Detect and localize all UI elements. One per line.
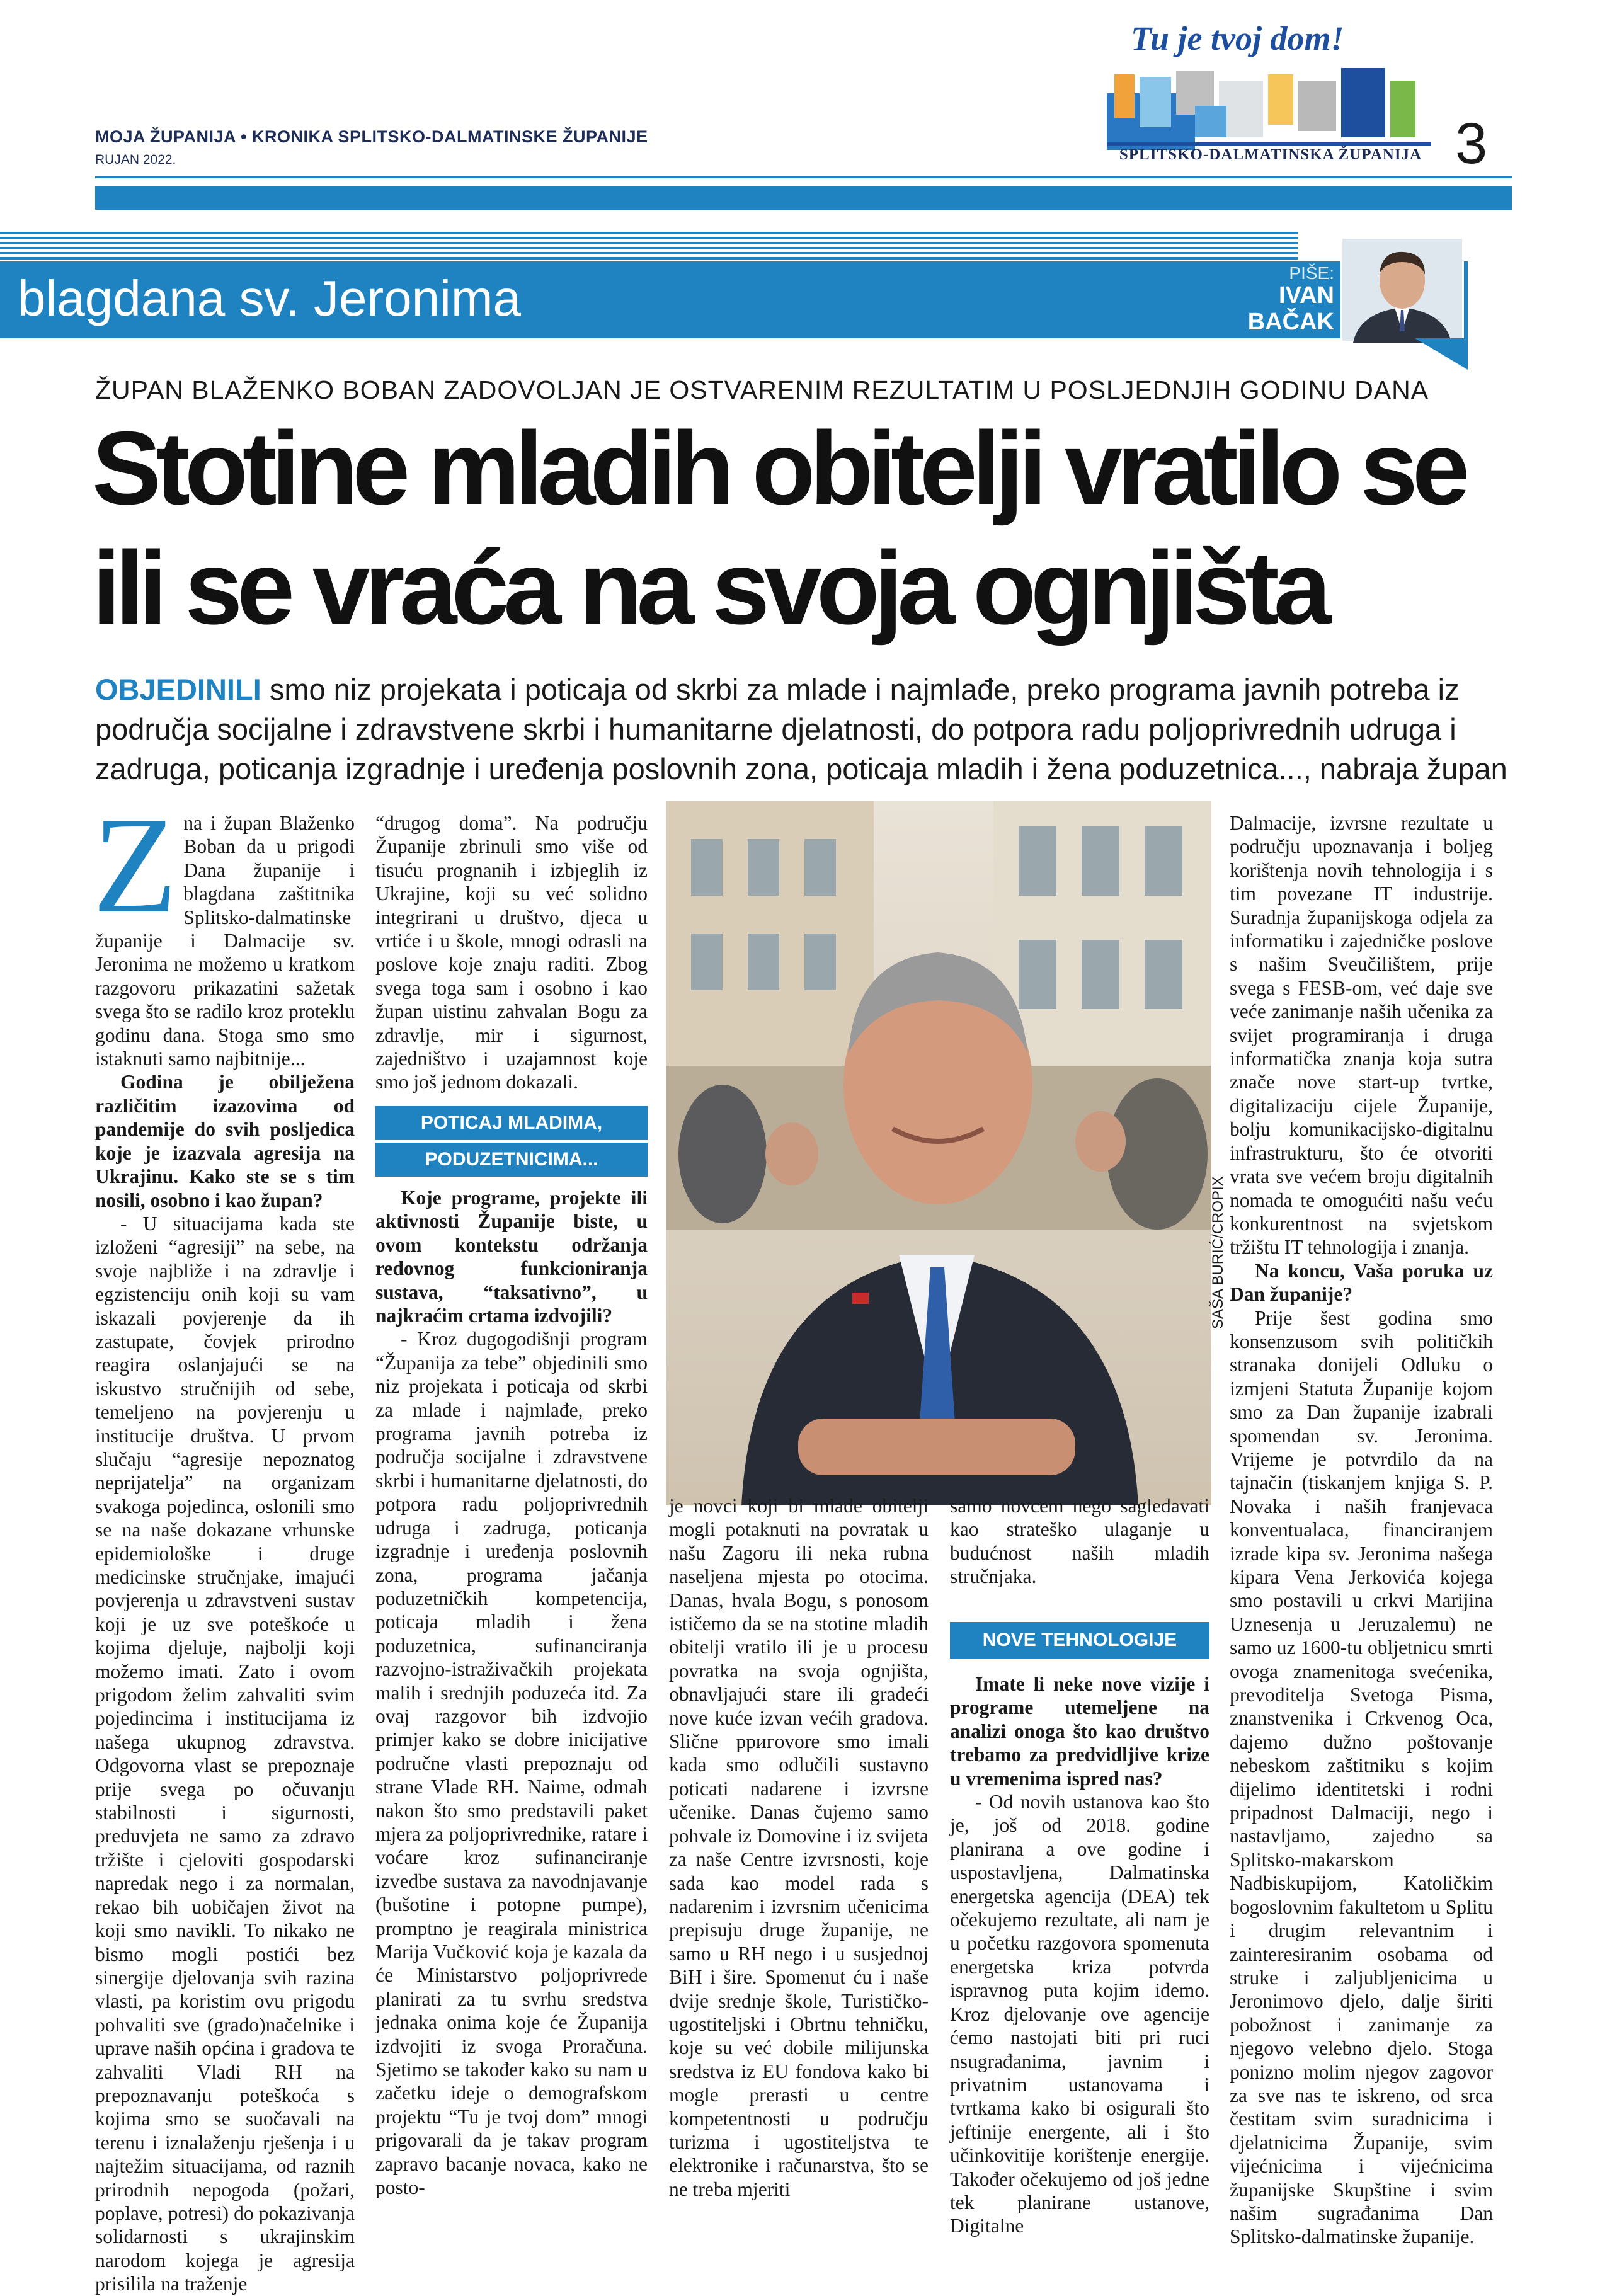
answer-2-part-1: - Kroz dugogodišnji program “Županija za tebe” objedinili smo niz projekata i poticaja od skrbi za mlade i najmlađe, preko programa javnih potreba iz područja socijalne i zdravstvene skrbi i humanitarne djelatnosti, do potpora radu poljoprivrednih udruga i zadruga, poticanja izgradnje i uređenja poslovnih zona, programa jačanja poduzetničkih kompetencija, poticaja mladih i žena poduzetnica, sufinanciranja razvojno-istraživačkih projekata malih i srednjih poduzeća itd. Za ovaj razgovor bih izdvojio primjer kako se dobre inicijative područne vlasti prepoznaju od strane Vlade RH. Naime, odmah nakon što smo predstavili paket mjera za poljoprivrednike, ratare i voćare kroz sufinanciranje izvedbe sustava za navodnjavanje (bušotine i potopne pumpe), promptno je reagirala ministrica Marija Vučković koja je kazala da će Ministarstvo poljoprivrede planirati za tu svrhu sredstva jednaka onima koje će Županija izdvojiti iz svoga Proračuna. Sjetimo se također kako su nam u začetku ideje o demografskom projektu “Tu je tvoj dom” mnogi prigovarali da je takav program zapravo bacanje novaca, kako ne posto-	[375, 1328, 648, 2199]
column-4-lower	[950, 1672, 1209, 2238]
page-number: 3	[1455, 111, 1488, 176]
answer-2-part-3: samo novcem nego sagledavati kao strateško ulaganje u budućnost naših mladih stručnjaka.	[950, 1495, 1209, 1588]
column-3	[669, 1494, 929, 2201]
section-band-tab	[1415, 338, 1468, 370]
author-photo	[1340, 237, 1464, 343]
author-first-name: IVAN	[1279, 282, 1334, 309]
masthead-rule	[95, 176, 1512, 178]
answer-3-part-1: - Od novih ustanova kao što je, još od 2018. godine planirana a ove godine i uspostavljena, Dalmatinska energetska agencija (DEA) tek očekujemo rezultate, ali nam je u početku razgovora spomenuta energetska kriza potvrda ispravnog puta kojim idemo. Kroz djelovanje ove agencije ćemo nastojati biti pri ruci nsugrađanima, javnim i privatnim ustanovama i tvrtkama kako bi osigurali što jeftinije energente, ali i što učinkovitije korištenje energije. Također očekujemo od još jedne tek planirane ustanove, Digitalne	[950, 1791, 1209, 2237]
answer-2-part-2: je novci koji bi mlade obitelji mogli potaknuti na povratak u našu Zagoru ili neka rubna naseljena mjesta po otocima. Danas, hvala Bogu, s ponosom ističemo da se na stotine mladih obitelji vratilo ili je u procesu povratka na svoja ognjišta, obnavljajući stare ili gradeći nove kuće izvan većih gradova. Slične pригovore smo imali kada smo odlučili sustavno poticati nadarene i izvrsne učenike. Danas čujemo samo pohvale iz Domovine i iz svijeta za naše Centre izvrsnosti, koje sada kao model rada s nadarenim i izvrsnim učenicima prepisuju druge županije, ne samo u RH nego i u susjednoj BiH i šire. Spomenut ću i naše dvije srednje škole, Turističko-ugostiteljski i Obrtnu tehničku, koje su već dobile milijunska sredstva iz EU fondova kako bi mogle prerasti u centre kompetentnosti u području turizma i ugostiteljstva te elektronike i računarstva, što se ne treba mjeriti	[669, 1495, 929, 2200]
question-4: Na koncu, Vaša poruka uz Dan županije?	[1230, 1259, 1493, 1306]
logo-caption: SPLITSKO-DALMATINSKA ŽUPANIJA	[1119, 146, 1422, 163]
author-last-name: BAČAK	[1247, 309, 1334, 335]
column-5	[1230, 811, 1493, 2249]
question-3: Imate li neke nove vizije i programe utemeljene na analizi onoga što kao društvo trebamo za predvidljive krize u vremenima ispred nas?	[950, 1673, 1209, 1790]
question-1: Godina je obilježena različitim izazovima od pandemije do svih posljedica koje je izazvala agresija na Ukrajinu. Kako ste se s tim nosili, osobno i kao župan?	[95, 1071, 355, 1211]
answer-1-part-1: - U situacijama kada ste izloženi “agresiji” na sebe, na svoje najbliže i na zdravlje i egzistenciju onih koji su vam iskazali povjerenje da ih zastupate, čovjek prirodno reagira oslanjajući se na iskustvo stručnijih od sebe, temeljeno na povjerenju u institucije društva. U prvom slučaju “agresije nepoznatog neprijatelja” na organizam svakoga pojedinca, oslonili smo se na naše dokazane vrhunske epidemiološke i druge medicinske stručnjake, imajući povjerenja u zdravstveni sustav koji je uz sve poteškoće u kojima djeluje, najbolji koji možemo imati. Zato i ovom prigodom želim zahvaliti svim pojedincima i institucijama iz našega ukupnog zdravstva. Odgovorna vlast se prepoznaje prije svega po očuvanju stabilnosti i sigurnosti, preduvjeta ne samo za zdravo tržište i cjeloviti gospodarski napredak nego i za normalan, rekao bih uobičajen život na koji smo navikli. To nikako ne bismo mogli postići bez sinergije djelovanja svih razina vlasti, pa koristim ovu prigodu pohvaliti sve (grado)načelnike i uprave naših općina i gradova te zahvaliti Vladi RH na prepoznavanju poteškoća s kojima smo se suočavali na terenu i iznalaženju rješenja i u najtežim situacijama, od raznih prirodnih nepogoda (požari, poplave, potresi) do pokazivanja solidarnosti s ukrajinskim narodom kojega je agresija prisilila na traženje	[95, 1212, 355, 2295]
column-2	[375, 811, 648, 1094]
article-kicker: ŽUPAN BLAŽENKO BOBAN ZADOVOLJAN JE OSTVARENIM REZULTATIM U POSLJEDNJIH GODINU DANA	[95, 375, 1429, 404]
dropcap: Z	[93, 788, 178, 942]
lead-text: smo niz projekata i poticaja od skrbi za mlade i najmlađe, preko programa javnih potreba iz područja socijalne i zdravstvene skrbi i humanitarne djelatnosti, do potpora radu poljoprivrednih udruga i zadruga, poticanja izgradnje i uređenja poslovnih zona, poticaja mladih i žena poduzetnica..., nabraja župan	[95, 673, 1507, 785]
lead-caps: OBJEDINILI	[95, 673, 261, 706]
byline-label: PIŠE:	[1289, 263, 1334, 283]
byline-author	[1233, 282, 1334, 335]
logo-slogan: Tu je tvoj dom!	[1131, 20, 1344, 57]
county-logo-icon	[1107, 68, 1431, 150]
answer-4: Prije šest godina smo konsenzusom svih političkih stranaka donijeli Odluku o izmjeni Statuta Županije kojom smo za Dan županije izabrali spomendan sv. Jeronima. Vrijeme je potvrdilo da na tajnačin (tiskanjem knjiga S. P. Novaka i naših franjevaca konventualaca, financiranjem izrade kipa sv. Jeronima našega kipara Vena Jerkovića kojega smo postavili u crkvi Marijina Uznesenja u Jeruzalemu) ne samo uz 1600-tu obljetnicu smrti ovoga znamenitoga svećenika, prevoditelja Svetoga Pisma, znanstvenika i Crkvenog Oca, dajemo dužno poštovanje nebeskom zaštitniku s kojim dijelimo identitetski i rodni pripadnost Dalmaciji, nego i nastavljamo, zajedno sa Splitsko-makarskom Nadbiskupijom, Katoličkim bogoslovnim fakultetom u Splitu i drugim relevantnim i zainteresiranim osobama od struke i zaljubljenicima u Jeronimovo djelo, dalje širiti pobožnost i zanimanje za njegovo velebno djelo. Stoga ponizno molim njegov zagovor za sve nas te iskreno, od srca čestitam svim suradnicima i djelatnicima Županije, svim vijećnicima i vijećnicima županijske Skupštine i svim našim sugrađanima Dan Splitsko-dalmatinske županije.	[1230, 1306, 1493, 2248]
masthead-bar	[95, 186, 1512, 210]
publication-title: MOJA ŽUPANIJA • KRONIKA SPLITSKO-DALMATINSKE ŽUPANIJE	[95, 127, 648, 146]
photo-credit: SAŠA BURIĆ/CROPIX	[1209, 1176, 1226, 1329]
column-2-lower	[375, 1186, 648, 2199]
article-intro: na i župan Blaženko Boban da u prigodi Dana županije i blagdana zaštitnika Splitsko-dalmatinske županije i Dalmacije sv. Jeronima ne možemo u kratkom razgovoru prikazatini sažetak svega što se radilo kroz proteklu godinu dana. Stoga smo smo istaknuti samo najbitnije...	[95, 812, 355, 1070]
question-2: Koje programe, projekte ili aktivnosti Županije biste, u ovom kontekstu održanja redovnog funkcioniranja sustava, “taksativno”, u najkraćim crtama izdvojili?	[375, 1187, 648, 1327]
subheading-2: NOVE TEHNOLOGIJE	[950, 1622, 1209, 1659]
article-headline: Stotine mladih obitelji vratilo se ili se vraća na svoja ognjišta	[92, 410, 1465, 646]
answer-3-part-2: Dalmacije, izvrsne rezultate u području upoznavanja i boljeg korištenja novih tehnologija i s tim povezane IT industrije. Suradnja županijskoga odjela za informatiku i zajedničke poslove s našim Sveučilištem, prije svega s FESB-om, već daje sve veće zanimanje naših učenika za svijet programiranja i druga informatička znanja koja sutra znače nove start-up tvrtke, digitalizaciju cijele Županije, bolju komunikacijsko-digitalnu infrastrukturu, što će otvoriti vrata sve većem broju digitalnih nomada te omogućiti našu veću konkurentnost na svjetskom tržištu IT tehnologija i znanja.	[1230, 812, 1493, 1259]
section-title: blagdana sv. Jeronima	[18, 270, 521, 326]
subheading-1-line-2: PODUZETNICIMA...	[375, 1143, 648, 1177]
issue-date: RUJAN 2022.	[95, 152, 176, 167]
section-stripes	[0, 232, 1298, 260]
column-4	[950, 1494, 1209, 1589]
answer-1-part-2: “drugog doma”. Na području Županije zbrinuli smo više od tisuću prognanih i izbjeglih iz Ukrajine, koji su već solidno integrirani u društvo, djeca u vrtiće i u škole, mnogi odrasli na poslove koje znaju raditi. Zbog svega toga sam i osobno i kao župan uistinu zahvalan Bogu za zdravlje, mir i sigurnost, zajedništvo i uzajamnost koje smo još jednom dokazali.	[375, 812, 648, 1094]
subheading-1-line-1: POTICAJ MLADIMA,	[375, 1106, 648, 1140]
column-1	[93, 788, 355, 2296]
article-lead	[95, 670, 1512, 789]
article-photo	[666, 801, 1211, 1505]
